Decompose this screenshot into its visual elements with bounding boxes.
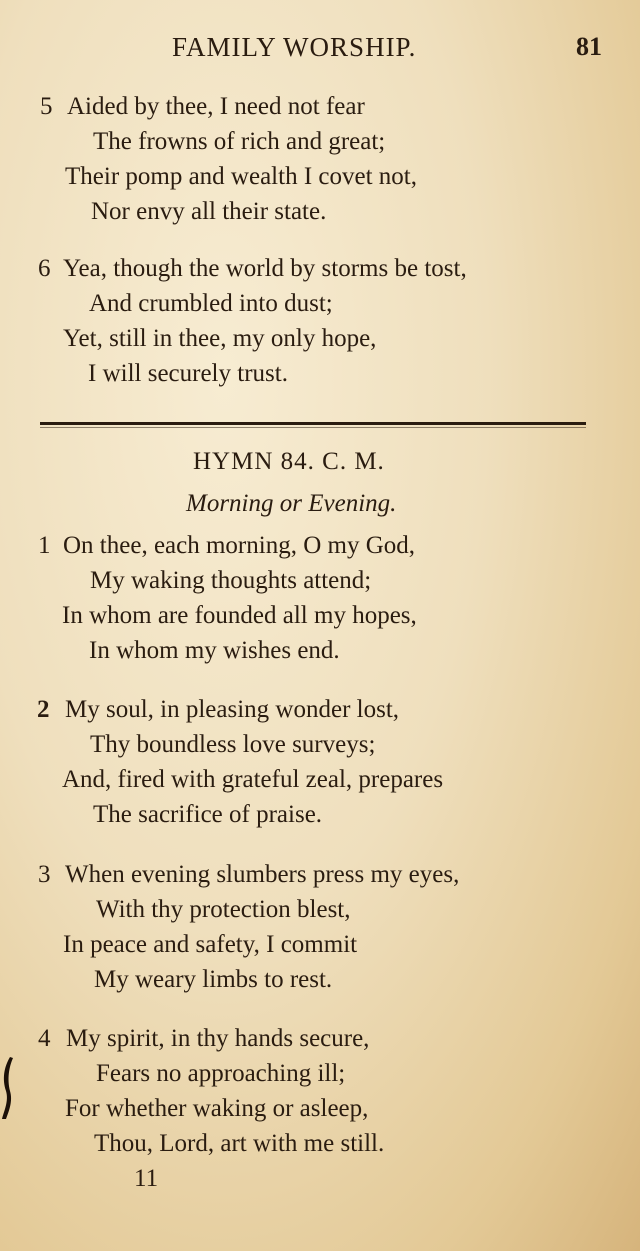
verse-line: With thy protection blest, (96, 896, 351, 923)
verse-line: Yea, though the world by storms be tost, (63, 255, 467, 282)
verse-line: Yet, still in thee, my only hope, (63, 325, 377, 352)
verse-line: In whom are founded all my hopes, (62, 602, 417, 629)
verse-line: The sacrifice of praise. (93, 801, 323, 828)
verse-line: In whom my wishes end. (89, 637, 340, 664)
verse-line: And, fired with grateful zeal, prepares (62, 766, 444, 793)
verse-line: My spirit, in thy hands secure, (66, 1025, 370, 1052)
stanza-number: 6 (38, 255, 51, 282)
verse-line: I will securely trust. (88, 360, 288, 387)
signature-mark: 11 (134, 1165, 159, 1192)
verse-line: In peace and safety, I commit (63, 931, 358, 958)
stanza-number: 5 (40, 93, 53, 120)
verse-line: Their pomp and wealth I covet not, (65, 163, 417, 190)
verse-line: Aided by thee, I need not fear (67, 93, 365, 120)
verse-line: When evening slumbers press my eyes, (65, 861, 460, 888)
verse-line: Thy boundless love surveys; (90, 731, 376, 758)
verse-line: For whether waking or asleep, (65, 1095, 369, 1122)
ink-smudge (0, 1055, 14, 1121)
page-number: 81 (576, 32, 602, 61)
verse-line: My weary limbs to rest. (94, 966, 333, 993)
verse-line: My soul, in pleasing wonder lost, (65, 696, 400, 723)
running-title: FAMILY WORSHIP. (172, 32, 417, 62)
stanza-number: 1 (38, 532, 51, 559)
hymn-heading: HYMN 84. C. M. (193, 448, 385, 475)
hymn-subtitle: Morning or Evening. (186, 490, 397, 517)
verse-line: Fears no approaching ill; (96, 1060, 346, 1087)
verse-line: Thou, Lord, art with me still. (94, 1130, 385, 1157)
verse-line: Nor envy all their state. (91, 198, 327, 225)
stanza-number: 3 (38, 861, 51, 888)
verse-line: And crumbled into dust; (89, 290, 333, 317)
running-head (0, 32, 640, 68)
verse-line: On thee, each morning, O my God, (63, 532, 416, 559)
verse-line: My waking thoughts attend; (90, 567, 372, 594)
stanza-number: 2 (37, 696, 50, 723)
verse-line: The frowns of rich and great; (93, 128, 386, 155)
section-divider (40, 422, 586, 425)
stanza-number: 4 (38, 1025, 51, 1052)
